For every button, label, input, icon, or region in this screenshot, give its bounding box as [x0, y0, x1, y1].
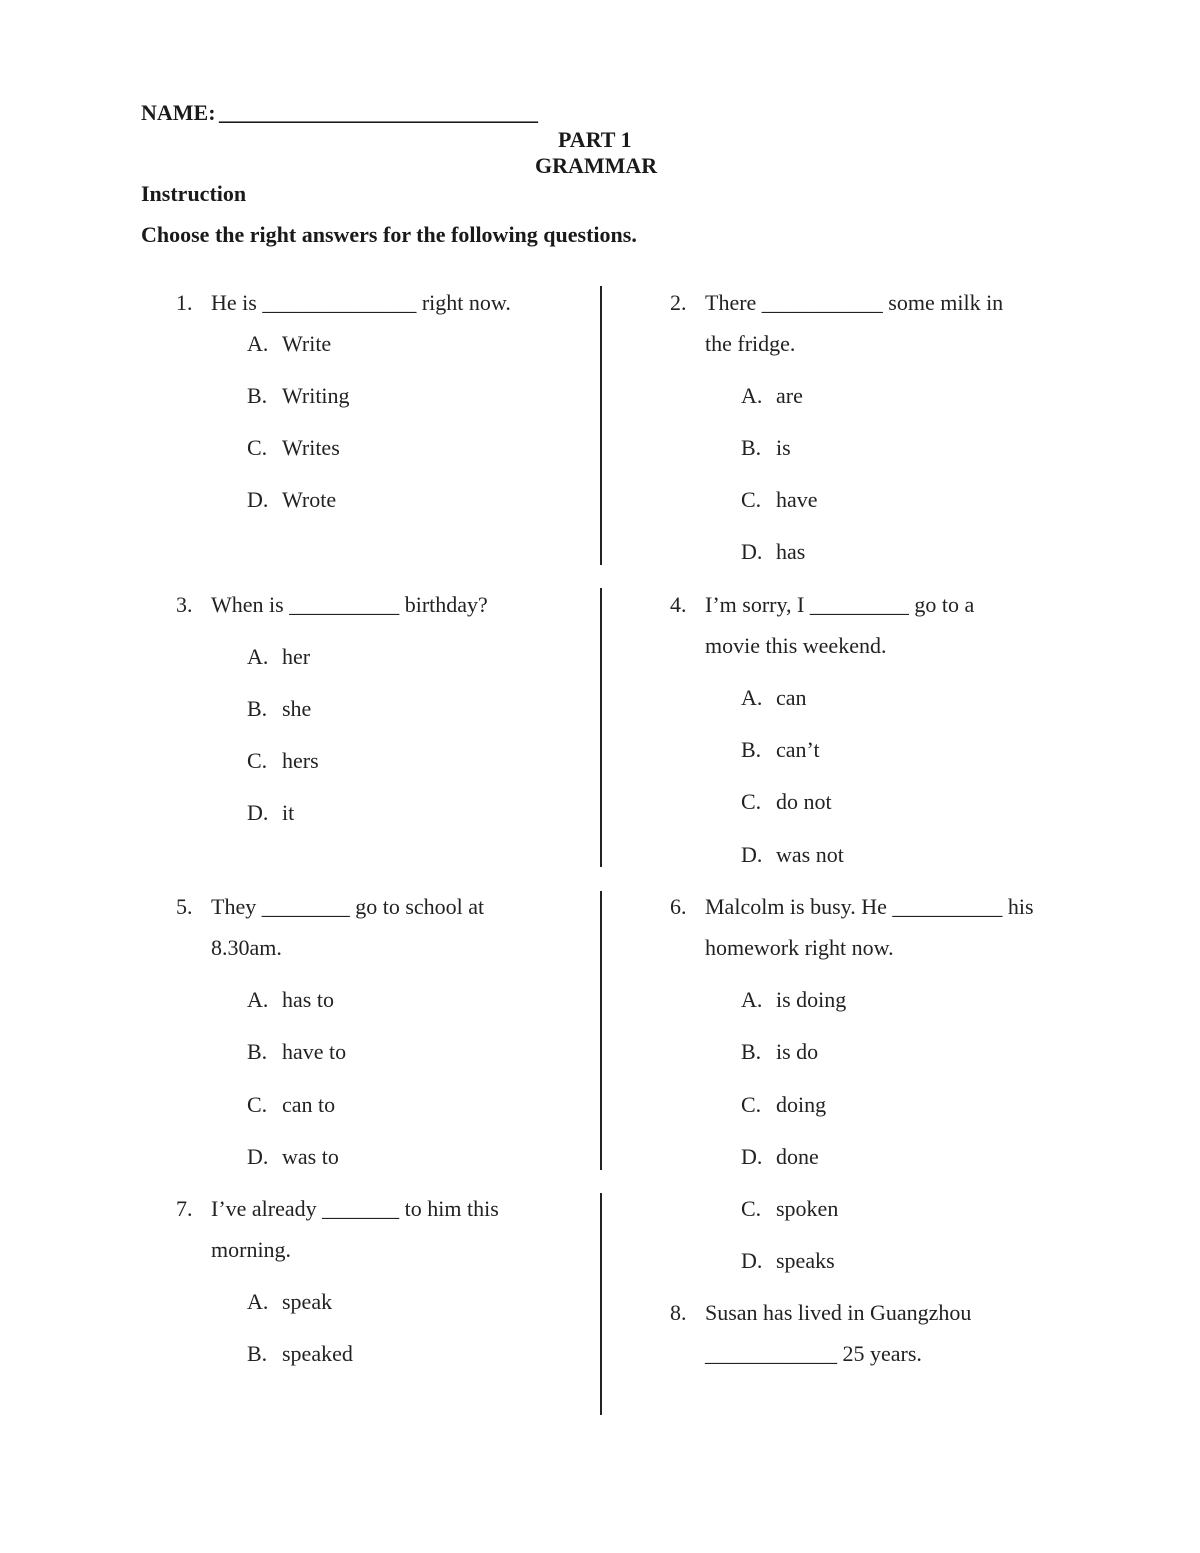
- question-number: 8.: [670, 1300, 687, 1325]
- option-text[interactable]: do not: [776, 789, 832, 814]
- part-title: PART 1: [558, 127, 632, 152]
- question-number: 7.: [176, 1196, 193, 1221]
- option-text[interactable]: was to: [282, 1144, 339, 1169]
- question-text: I’m sorry, I _________ go to a: [705, 592, 975, 617]
- option-letter: B.: [741, 1039, 762, 1064]
- option-text[interactable]: speaks: [776, 1248, 835, 1273]
- option-letter: A.: [741, 987, 763, 1012]
- option-text[interactable]: can’t: [776, 737, 820, 762]
- question-number: 6.: [670, 894, 687, 919]
- column-divider: [600, 891, 602, 1170]
- option-letter: C.: [741, 789, 762, 814]
- option-text[interactable]: have: [776, 487, 818, 512]
- option-text[interactable]: spoken: [776, 1196, 839, 1221]
- option-letter: B.: [741, 435, 762, 460]
- question-number: 3.: [176, 592, 193, 617]
- question-text: There ___________ some milk in: [705, 290, 1004, 315]
- option-letter: D.: [247, 1144, 269, 1169]
- column-divider: [600, 286, 602, 565]
- question-text-cont: morning.: [211, 1237, 292, 1262]
- option-text[interactable]: has: [776, 539, 806, 564]
- option-text[interactable]: have to: [282, 1039, 347, 1064]
- question-text: Susan has lived in Guangzhou: [705, 1300, 972, 1325]
- question-text-cont: movie this weekend.: [705, 633, 887, 658]
- option-letter: C.: [741, 1196, 762, 1221]
- option-text[interactable]: hers: [282, 748, 319, 773]
- option-letter: B.: [247, 1039, 268, 1064]
- question-text: I’ve already _______ to him this: [211, 1196, 499, 1221]
- option-letter: D.: [247, 800, 269, 825]
- option-letter: B.: [247, 383, 268, 408]
- option-letter: C.: [247, 748, 268, 773]
- question-number: 1.: [176, 290, 193, 315]
- option-text[interactable]: done: [776, 1144, 819, 1169]
- option-letter: C.: [247, 1092, 268, 1117]
- option-letter: A.: [247, 331, 269, 356]
- option-text[interactable]: is: [776, 435, 791, 460]
- option-text[interactable]: doing: [776, 1092, 827, 1117]
- option-letter: B.: [741, 737, 762, 762]
- option-text[interactable]: Write: [282, 331, 332, 356]
- section-title: GRAMMAR: [535, 153, 658, 178]
- name-field[interactable]: _____________________________: [219, 100, 538, 125]
- option-letter: B.: [247, 1341, 268, 1366]
- option-letter: A.: [741, 383, 763, 408]
- option-text[interactable]: she: [282, 696, 312, 721]
- option-text[interactable]: Writes: [282, 435, 340, 460]
- option-text[interactable]: Wrote: [282, 487, 337, 512]
- question-text: They ________ go to school at: [211, 894, 485, 919]
- option-letter: C.: [247, 435, 268, 460]
- question-number: 5.: [176, 894, 193, 919]
- question-number: 4.: [670, 592, 687, 617]
- question-text-cont: ____________ 25 years.: [705, 1341, 922, 1366]
- question-text-cont: the fridge.: [705, 331, 796, 356]
- option-text[interactable]: it: [282, 800, 295, 825]
- option-text[interactable]: has to: [282, 987, 334, 1012]
- option-letter: A.: [741, 685, 763, 710]
- option-letter: A.: [247, 987, 269, 1012]
- option-text[interactable]: Writing: [282, 383, 350, 408]
- option-text[interactable]: is doing: [776, 987, 847, 1012]
- option-letter: D.: [741, 1248, 763, 1273]
- option-text[interactable]: was not: [776, 842, 844, 867]
- question-text: When is __________ birthday?: [211, 592, 488, 617]
- question-text: He is ______________ right now.: [211, 290, 511, 315]
- option-letter: D.: [741, 539, 763, 564]
- question-text-cont: homework right now.: [705, 935, 894, 960]
- option-letter: C.: [741, 1092, 762, 1117]
- question-number: 2.: [670, 290, 687, 315]
- name-label: NAME:: [141, 100, 216, 125]
- option-text[interactable]: is do: [776, 1039, 819, 1064]
- instruction-text: Choose the right answers for the following questions.: [141, 222, 637, 247]
- option-letter: B.: [247, 696, 268, 721]
- column-divider: [600, 1193, 602, 1415]
- column-divider: [600, 588, 602, 867]
- option-letter: A.: [247, 644, 269, 669]
- instruction-heading: Instruction: [141, 181, 247, 206]
- option-letter: D.: [741, 1144, 763, 1169]
- option-text[interactable]: can to: [282, 1092, 336, 1117]
- option-text[interactable]: are: [776, 383, 803, 408]
- option-letter: C.: [741, 487, 762, 512]
- option-text[interactable]: her: [282, 644, 311, 669]
- option-letter: D.: [247, 487, 269, 512]
- question-text-cont: 8.30am.: [211, 935, 282, 960]
- option-text[interactable]: speak: [282, 1289, 333, 1314]
- question-text: Malcolm is busy. He __________ his: [705, 894, 1034, 919]
- option-letter: A.: [247, 1289, 269, 1314]
- option-letter: D.: [741, 842, 763, 867]
- option-text[interactable]: speaked: [282, 1341, 353, 1366]
- option-text[interactable]: can: [776, 685, 807, 710]
